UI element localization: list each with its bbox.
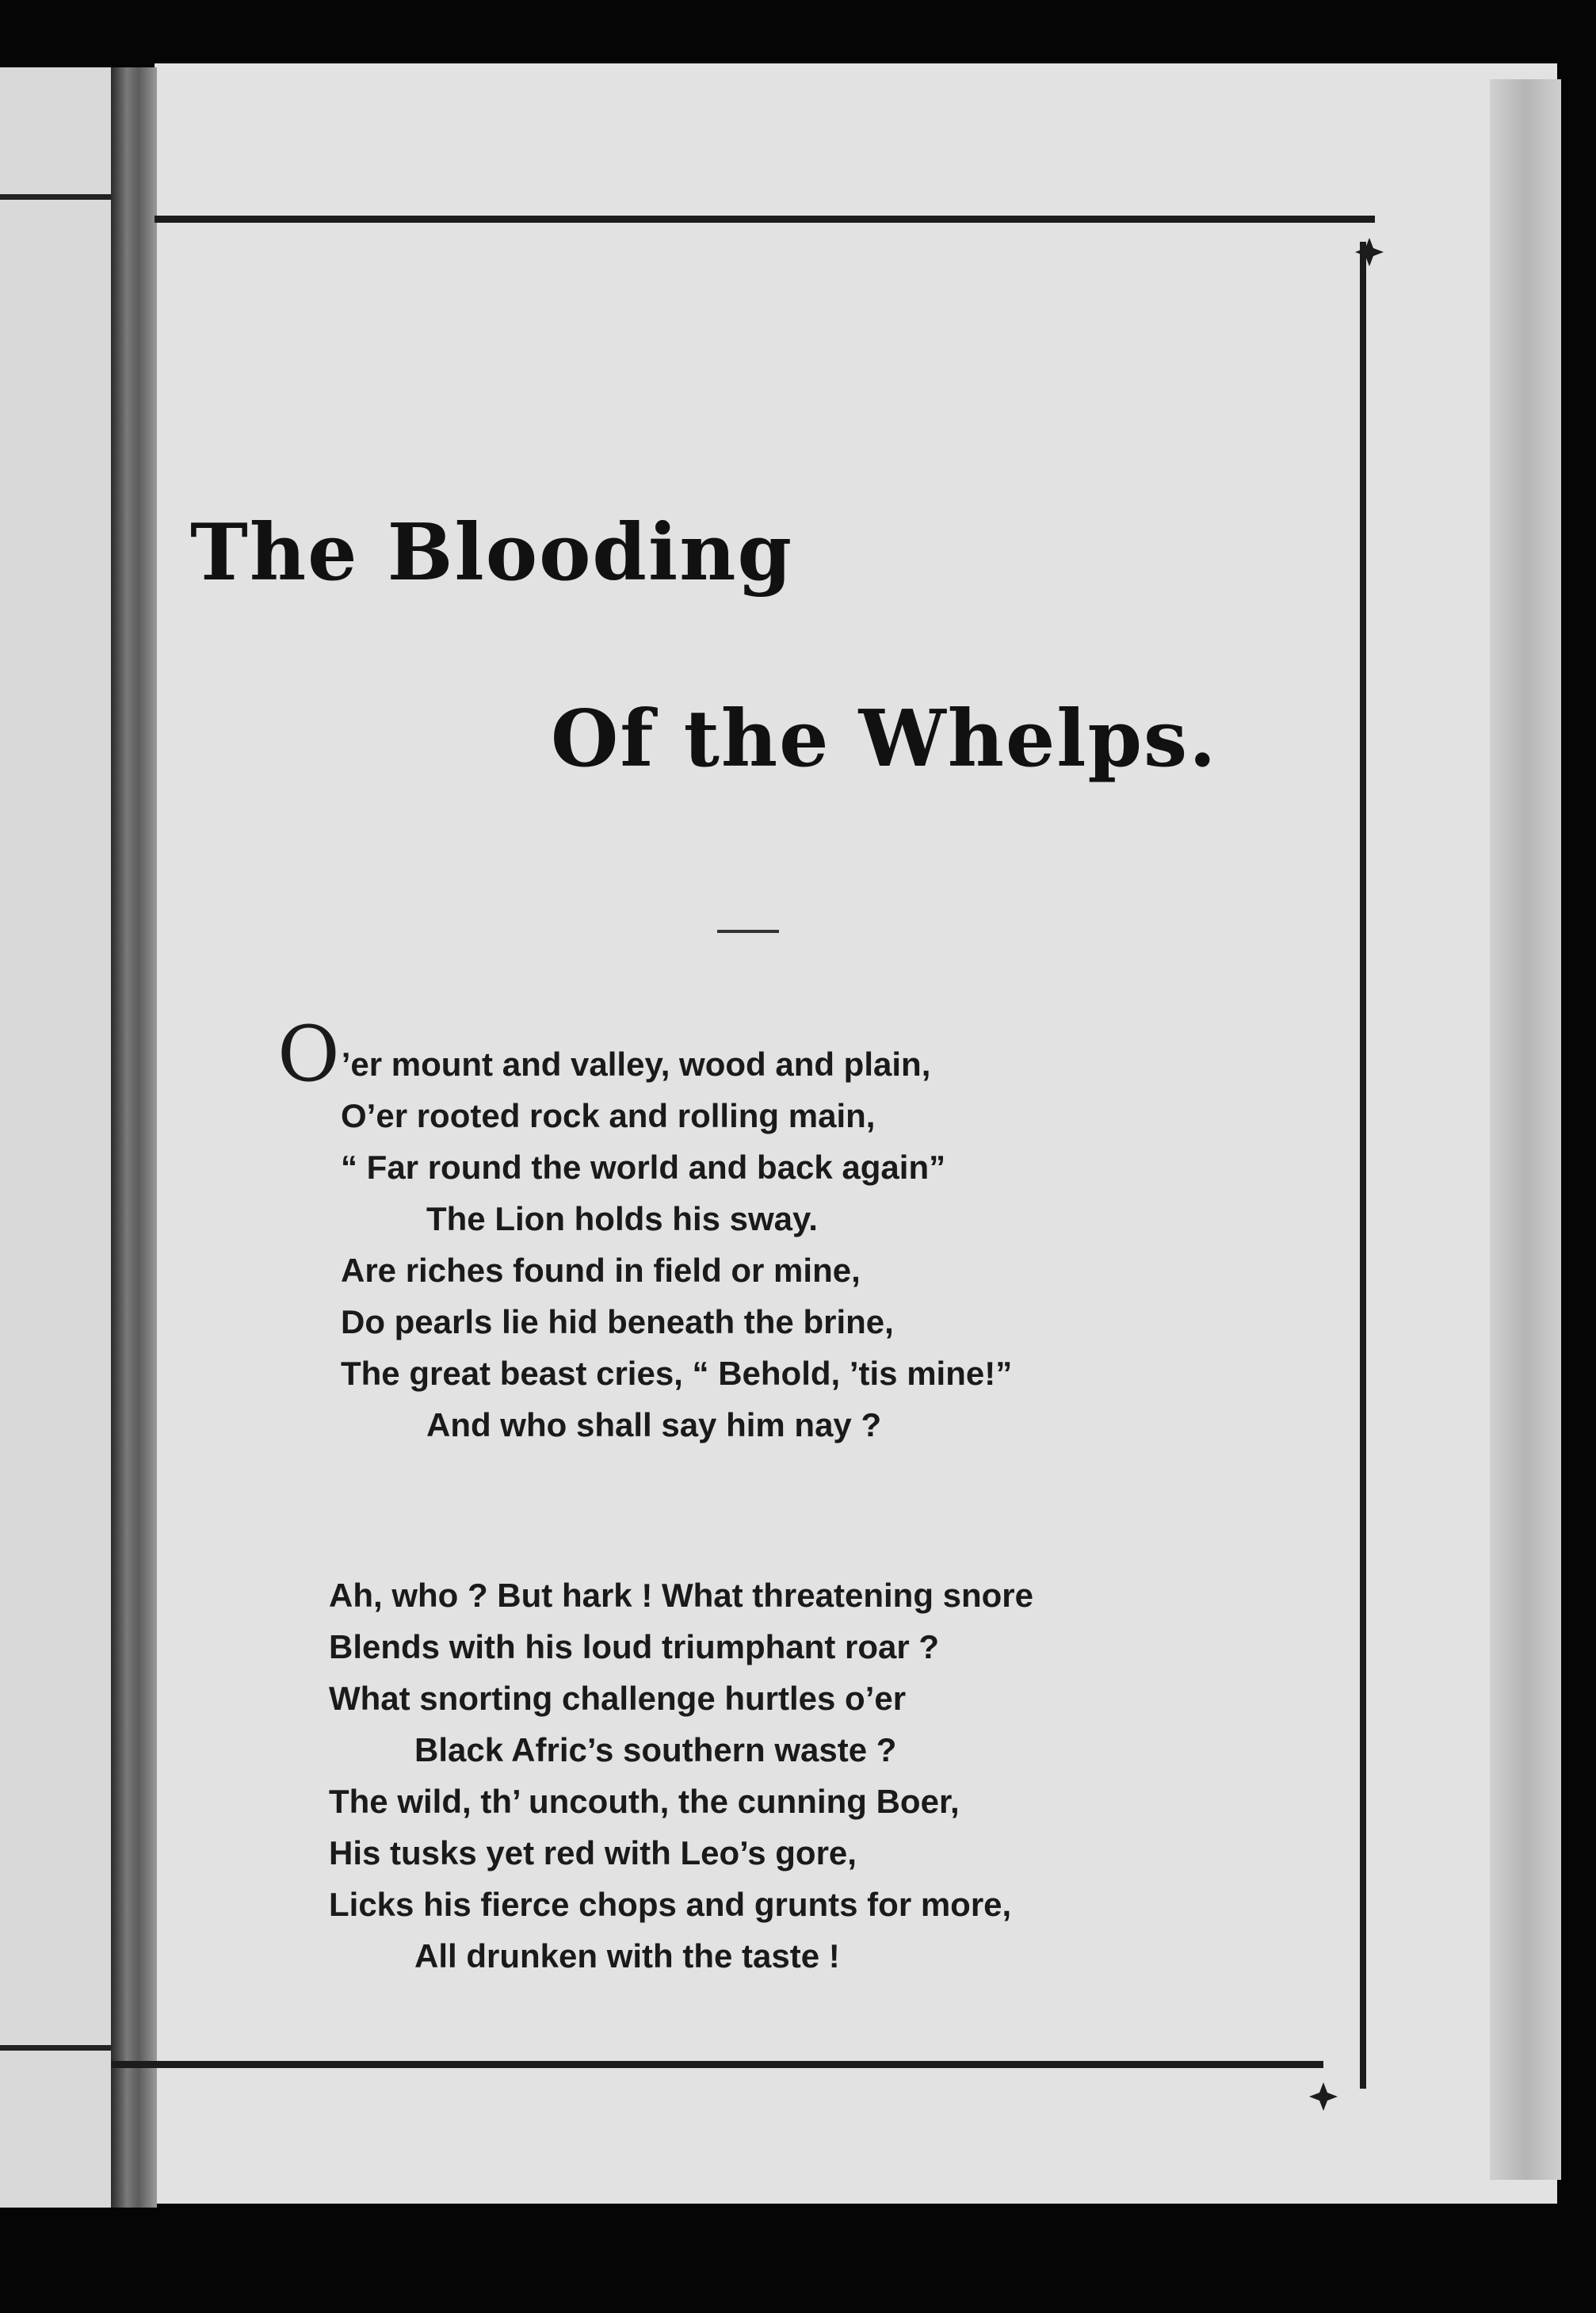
frame-right-rule — [1360, 242, 1366, 2089]
title-line-2: Of the Whelps. — [551, 694, 1218, 785]
drop-cap: O — [277, 1010, 340, 1099]
poem-line — [277, 1010, 1292, 1099]
poem-line: His tusks yet red with Leo’s gore, — [329, 1834, 857, 1871]
poem-line: The Lion holds his sway. — [426, 1200, 818, 1237]
facing-page-bottom-rule — [0, 2045, 119, 2051]
poem-line: Do pearls lie hid beneath the brine, — [341, 1303, 894, 1340]
poem-line: Black Afric’s southern waste ? — [414, 1731, 897, 1768]
facing-page-top-rule — [0, 194, 119, 200]
page-edge — [1490, 79, 1561, 2180]
poem-line: Licks his fierce chops and grunts for more, — [329, 1886, 1012, 1923]
poem-line: Blends with his loud triumphant roar ? — [329, 1628, 940, 1665]
facing-page — [0, 67, 119, 2208]
poem-line: Ah, who ? But hark ! What threatening snore — [329, 1577, 1034, 1614]
cross-pattee-icon — [1354, 236, 1385, 268]
frame-bottom-rule — [111, 2061, 1323, 2068]
section-divider — [717, 930, 779, 933]
book-gutter — [111, 67, 157, 2208]
poem-stanza-2 — [329, 1569, 1280, 1982]
frame-top-rule — [155, 216, 1375, 223]
poem-line: What snorting challenge hurtles o’er — [329, 1680, 907, 1717]
cross-pattee-icon — [1308, 2081, 1339, 2112]
poem-line: And who shall say him nay ? — [426, 1406, 882, 1443]
title-line-1: The Blooding — [190, 507, 793, 598]
poem-line: The great beast cries, “ Behold, ’tis mine!” — [341, 1355, 1013, 1392]
poem-line-text: ’er mount and valley, wood and plain, — [341, 1046, 931, 1083]
poem-line: O’er rooted rock and rolling main, — [341, 1097, 876, 1134]
poem-line: Are riches found in field or mine, — [341, 1252, 861, 1289]
poem-line: All drunken with the taste ! — [414, 1937, 840, 1975]
poem-line: The wild, th’ uncouth, the cunning Boer, — [329, 1783, 960, 1820]
poem-stanza-1 — [277, 1010, 1292, 1451]
poem-line: “ Far round the world and back again” — [341, 1149, 946, 1186]
